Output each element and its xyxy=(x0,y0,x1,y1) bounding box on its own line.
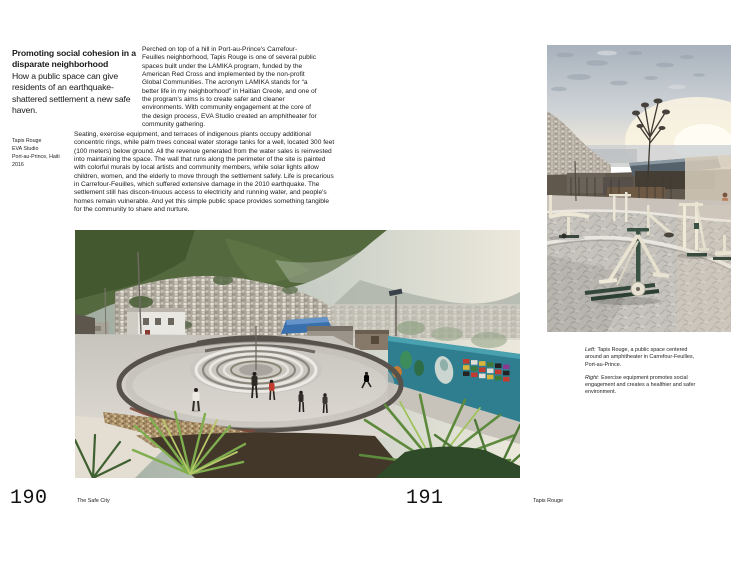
project-meta-title: Tapis Rouge xyxy=(12,138,42,144)
project-meta-location: Port-au-Prince, Haiti xyxy=(12,154,60,160)
caption-right-text: Exercise equipment promotes social engagement and creates a healthier and safer environment. xyxy=(585,374,696,396)
page-number-left: 190 xyxy=(10,487,48,510)
running-footer-left: The Safe City xyxy=(77,498,110,504)
standfirst: How a public space can give residents of an earthquake-shattered settlement a new safe haven. xyxy=(12,70,131,116)
caption-left-label: Left: xyxy=(585,347,596,353)
exercise-equipment-photo xyxy=(547,45,731,332)
project-meta-studio: EVA Studio xyxy=(12,146,39,152)
headline: Promoting social cohesion in a disparate neighborhood xyxy=(12,48,136,70)
photo-caption xyxy=(585,347,698,403)
amphitheater-photo xyxy=(75,230,520,478)
running-footer-right: Tapis Rouge xyxy=(533,498,563,504)
caption-left-text: Tapis Rouge, a public space centered around an amphitheater in Carrefour-Feuilles, Port-au-Prince. xyxy=(585,347,695,368)
headline-block xyxy=(12,48,139,116)
caption-left xyxy=(585,347,698,369)
project-meta-year: 2016 xyxy=(12,162,24,168)
caption-right-label: Right: xyxy=(585,374,600,381)
intro-paragraph: Perched on top of a hill in Port-au-Prince's Carrefour-Feuilles neighborhood, Tapis Rouge is one of several public spaces built under the LAMIKA program, funded by the American Red Cross and implemented by the non-profit Global Communities. The acronym LAMIKA stands for “a better life in my neighborhood” in Haitian Creole, and one of the program's aims is to create safer and cleaner environments. With community engagement at the core of the design process, EVA Studio created an amphitheater for community gathering. xyxy=(142,46,317,129)
caption-right xyxy=(585,375,698,397)
amphitheater-photo-svg xyxy=(75,230,520,478)
project-meta xyxy=(12,137,60,169)
body-paragraph: Seating, exercise equipment, and terraces of indigenous plants occupy additional concentric rings, while palm trees conceal water storage tanks for a well, located 300 feet (100 meters) below ground. All the revenue generated from the water sales is reinvested into maintaining the space. The wall that runs along the perimeter of the site is painted with colorful murals by local artists and community members, while solar lights allow children, women, and the elderly to move through the settlement safely. Life is precarious in Carrefour-Feuilles, which suffered extensive damage in the 2010 earthquake. The settlement still has discon-tinuous access to electricity and running water, and people's homes remain vulnerable. And yet this simple public space provides something tangible for the community to share and nurture. xyxy=(74,131,335,214)
page-number-right: 191 xyxy=(406,487,444,510)
exercise-photo-svg xyxy=(547,45,731,332)
